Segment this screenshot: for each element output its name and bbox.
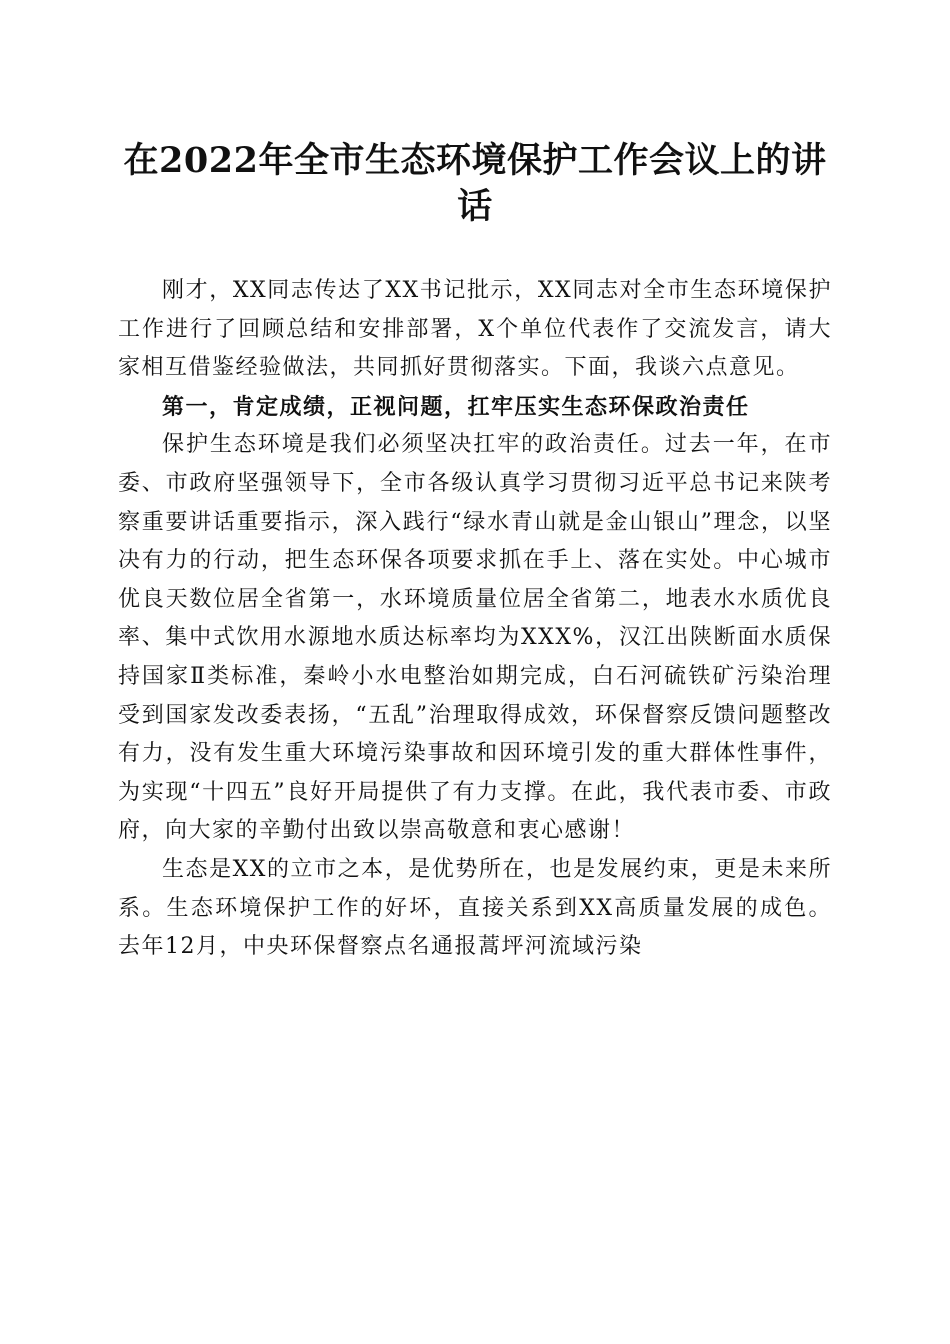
paragraph-ecology: 生态是XX的立市之本，是优势所在，也是发展约束，更是未来所系。生态环境保护工作的好坏，直接关系到XX高质量发展的成色。去年12月，中央环保督察点名通报蒿坪河流域污染 [118,856,832,960]
paragraph-intro: 刚才，XX同志传达了XX书记批示，XX同志对全市生态环境保护工作进行了回顾总结和安排部署，X个单位代表作了交流发言，请大家相互借鉴经验做法，共同抓好贯彻落实。下面，我谈六点意见。 [118,278,832,381]
document-title: 在2022年全市生态环境保护工作会议上的讲话 [123,140,827,227]
section-heading-first: 第一，肯定成绩，正视问题，扛牢压实生态环保政治责任 [162,393,750,420]
document-body [118,272,832,967]
paragraph-achievements: 保护生态环境是我们必须坚决扛牢的政治责任。过去一年，在市委、市政府坚强领导下，全市各级认真学习贯彻习近平总书记来陕考察重要讲话重要指示，深入践行“绿水青山就是金山银山”理念，以坚决有力的行动，把生态环保各项要求抓在手上、落在实处。中心城市优良天数位居全省第一，水环境质量位居全省第二，地表水水质优良率、集中式饮用水源地水质达标率均为XXX%，汉江出陕断面水质保持国家Ⅱ类标准，秦岭小水电整治如期完成，白石河硫铁矿污染治理受到国家发改委表扬，“五乱”治理取得成效，环保督察反馈问题整改有力，没有发生重大环境污染事故和因环境引发的重大群体性事件，为实现“十四五”良好开局提供了有力支撑。在此，我代表市委、市政府，向大家的辛勤付出致以崇高敬意和衷心感谢！ [118,432,832,844]
